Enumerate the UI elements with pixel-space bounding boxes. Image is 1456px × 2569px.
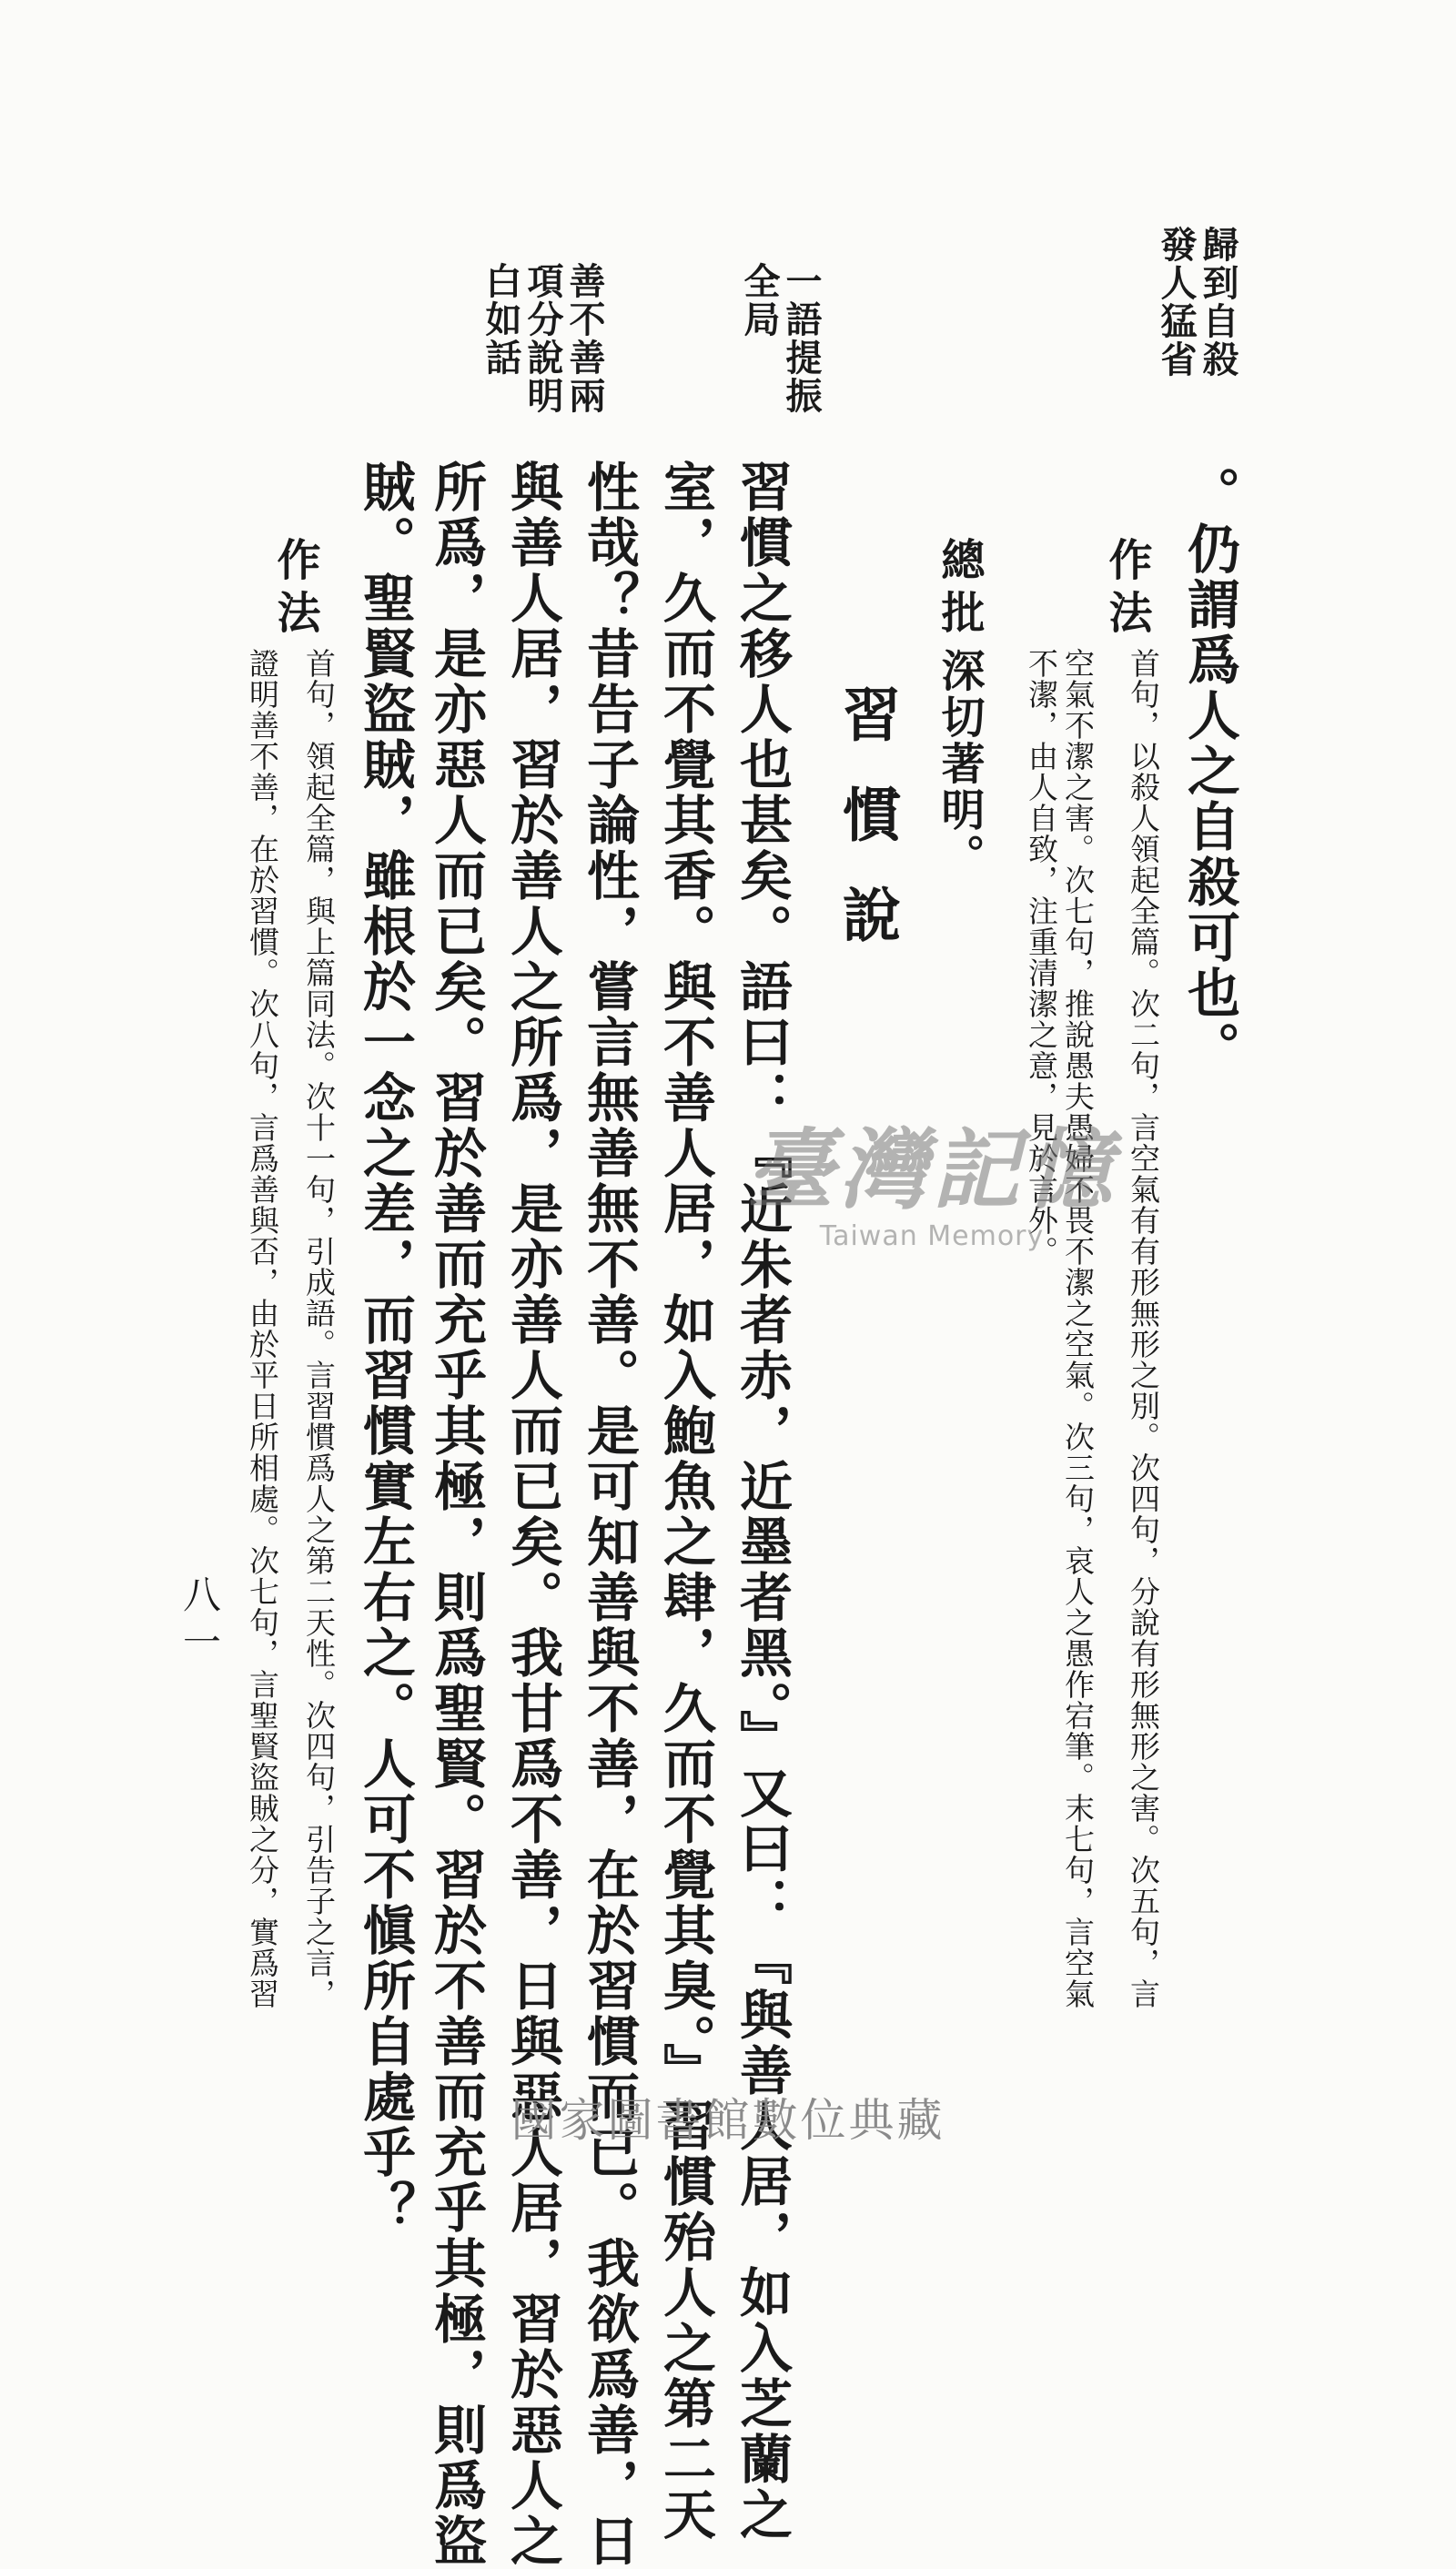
watermark-english: Taiwan Memory	[819, 1220, 1045, 1252]
side-note-1b: 發人猛省	[1155, 226, 1198, 379]
essay-method-line-1: 首句，領起全篇，與上篇同法。次十一句，引成語。言習慣爲人之第二天性。次四句，引告子之言，	[301, 648, 337, 2009]
essay-line-2: 室，久而不覺其香。與不善人居，如入鮑魚之肆，久而不覺其臭。』習慣殆人之第二天	[654, 460, 716, 2543]
essay-line-6: 賊。聖賢盜賊，雖根於一念之差，而習慣實左右之。人可不愼所自處乎？	[354, 460, 416, 2236]
summary-label: 總批	[934, 537, 985, 642]
essay-method-label: 作法	[269, 537, 320, 642]
watermark-chinese: 臺灣記憶	[746, 1118, 1117, 1221]
essay-line-5: 所爲，是亦惡人而已矣。習於善而充乎其極，則爲聖賢。習於不善而充乎其極，則爲盜	[425, 460, 487, 2569]
essay-line-4: 與善人居，習於善人之所爲，是亦善人而已矣。我甘爲不善，日與惡人居，習於惡人之	[501, 460, 563, 2569]
side-note-3b: 項分說明	[521, 262, 564, 415]
essay-method-line-2: 證明善不善，在於習慣。次八句，言爲善與否，由於平日所相處。次七句，言聖賢盜賊之分，實爲習	[245, 648, 280, 2009]
prev-method-label: 作法	[1101, 537, 1152, 642]
side-note-2b: 全局	[738, 262, 781, 339]
summary-text: 深切著明。	[934, 648, 985, 880]
watermark	[746, 1101, 1117, 1252]
prev-ending-line: 。仍謂爲人之自殺可也。	[1178, 466, 1240, 1077]
footer-library-credit: 國家圖書館數位典藏	[511, 2094, 945, 2147]
essay-line-3: 性哉？昔告子論性，嘗言無善無不善。是可知善與不善，在於習慣而已。我欲爲善，日	[578, 460, 640, 2569]
side-note-2: 一語提振	[780, 262, 823, 415]
prev-method-line-2: 空氣不潔之害。次七句，推說愚夫愚婦不畏不潔之空氣。次三句，哀人之愚作宕筆。末七句，言空氣	[1060, 648, 1096, 2009]
page-number: 八一	[177, 1574, 222, 1669]
prev-method-line-1: 首句，以殺人領起全篇。次二句，言空氣有有形無形之別。次四句，分說有形無形之害。次五句，言	[1126, 648, 1161, 2009]
essay-title: 習慣說	[833, 684, 901, 985]
side-note-3: 善不善兩	[563, 262, 606, 415]
side-note-3c: 白如話	[480, 262, 522, 377]
side-note-1: 歸到自殺	[1197, 226, 1239, 379]
essay-line-1: 習慣之移人也甚矣。語曰：『近朱者赤，近墨者黑。』又曰：『與善人居，如入芝蘭之	[731, 460, 793, 2543]
prev-method-line-3: 不潔，由人自致，注重清潔之意，見於言外。	[1024, 648, 1059, 1267]
